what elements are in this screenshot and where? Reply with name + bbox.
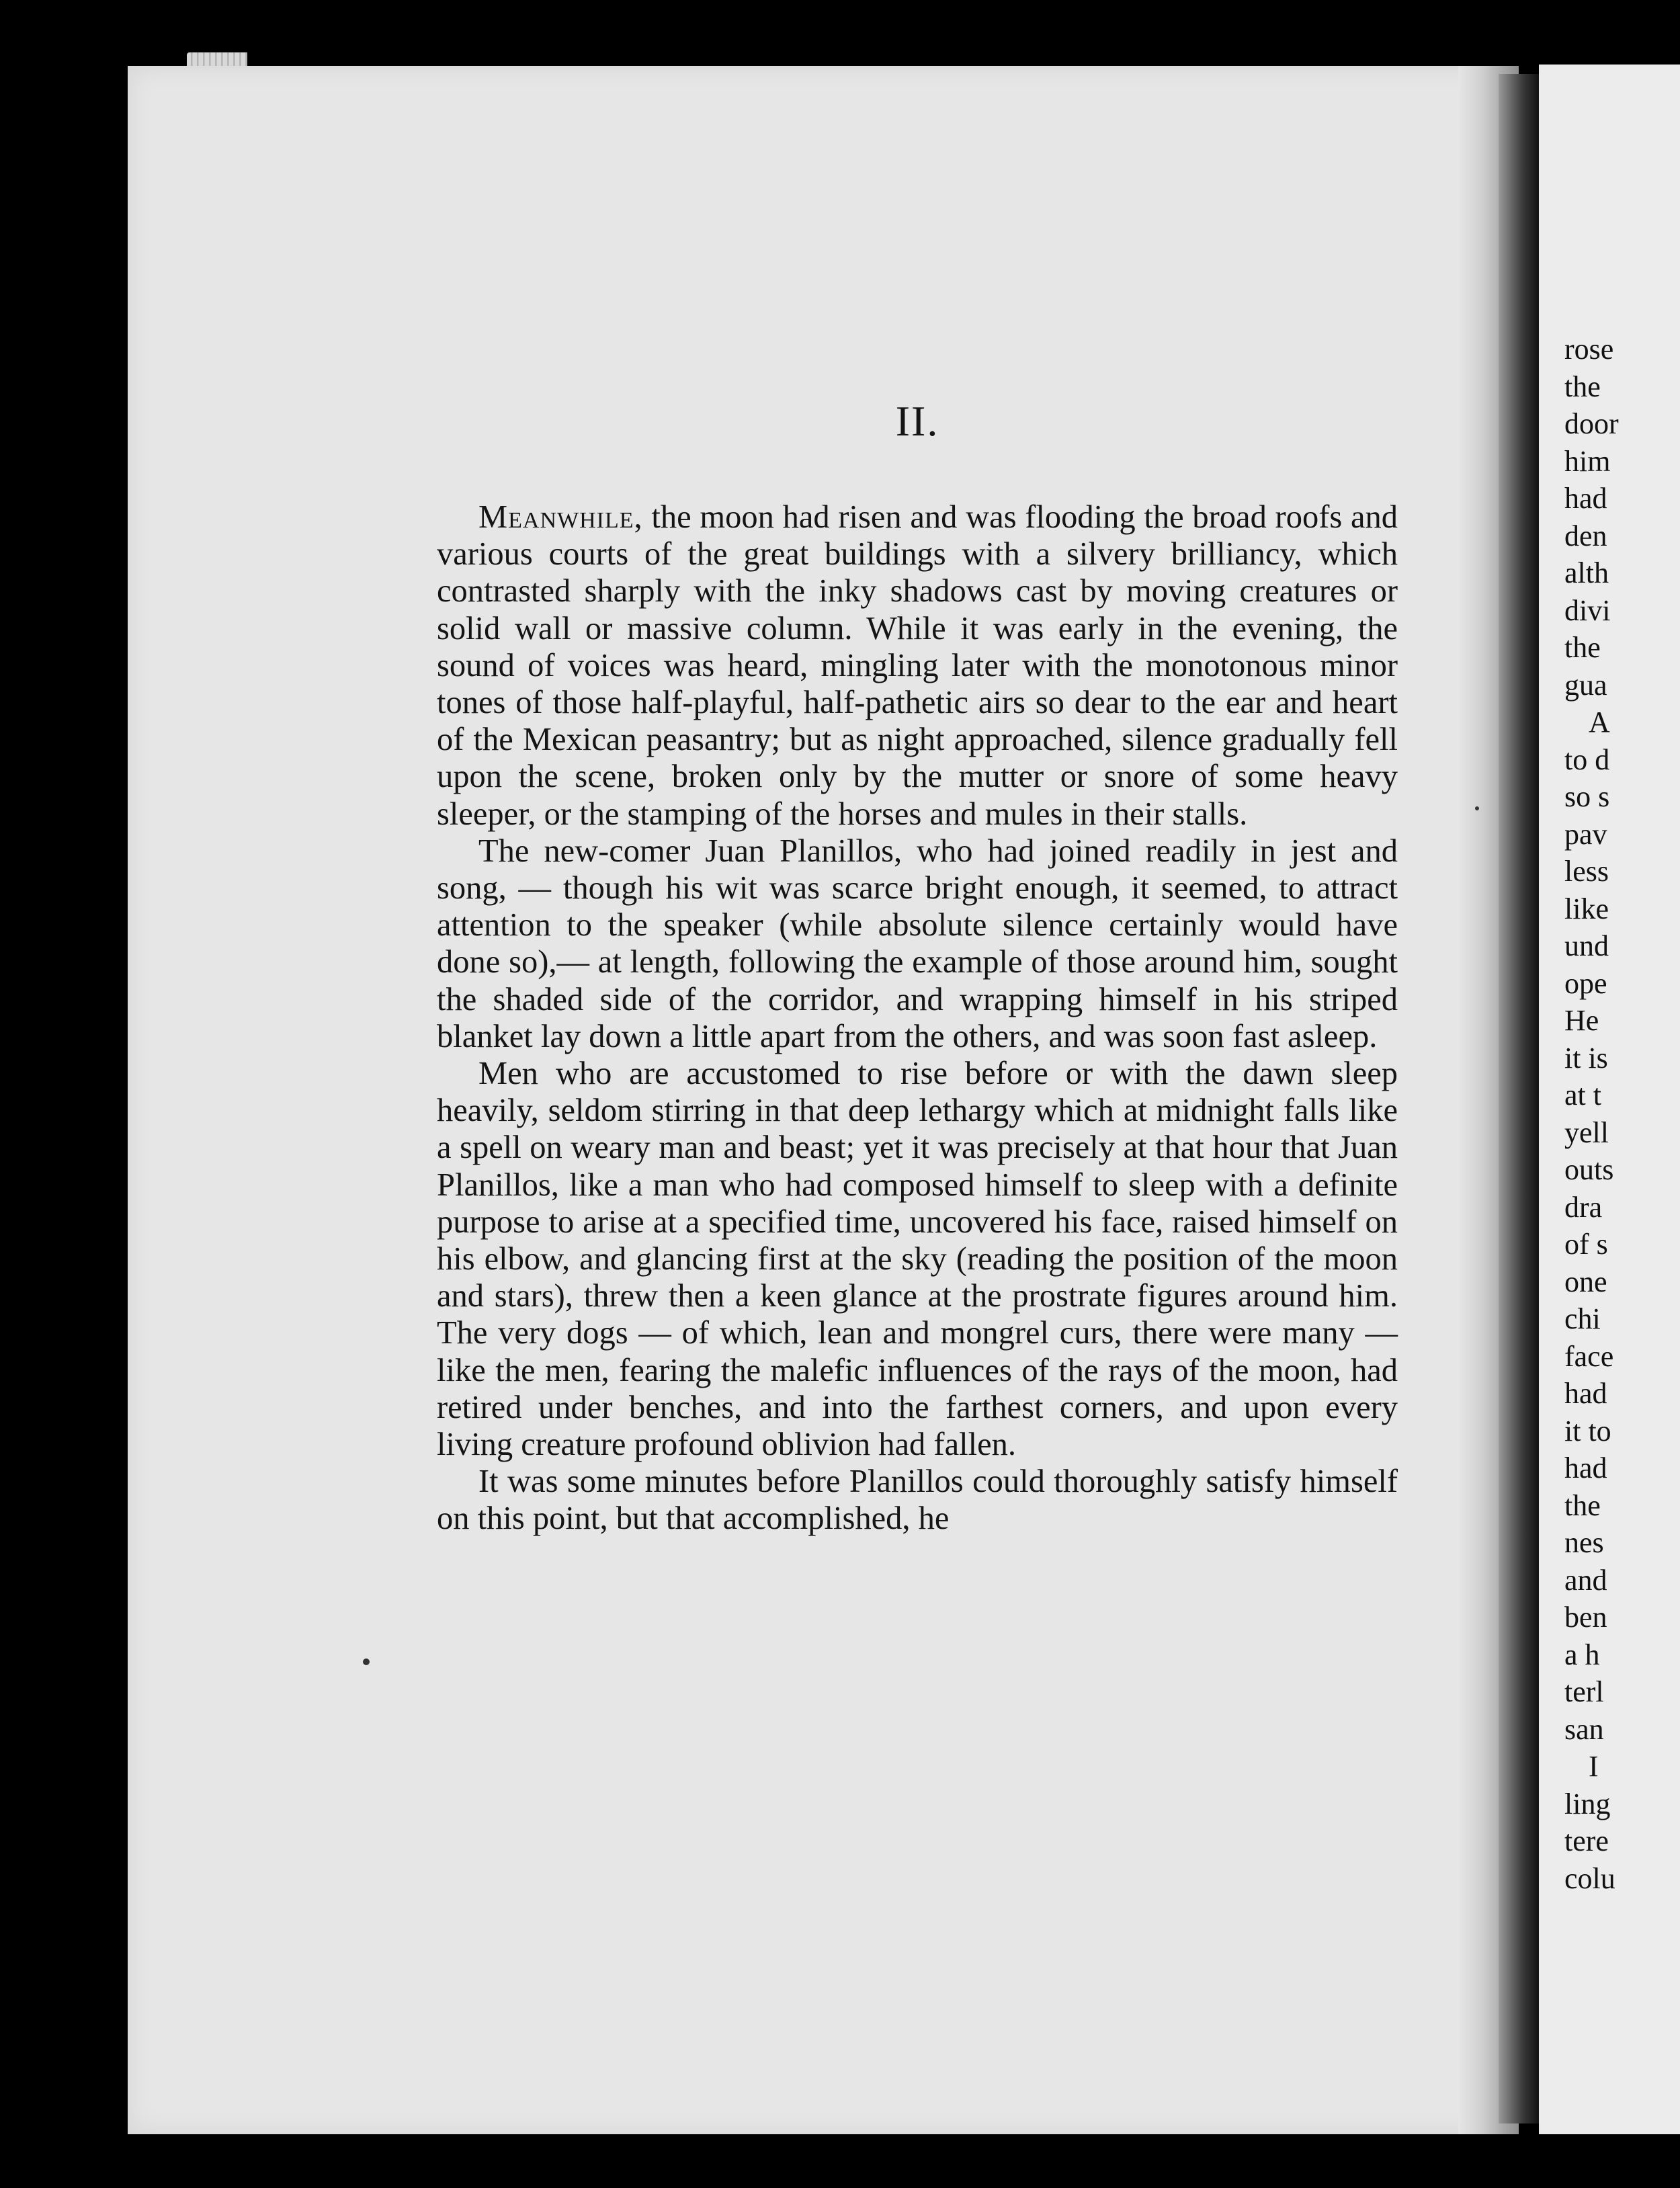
right-page-line-fragment: terl [1564,1675,1604,1708]
right-page-line-fragment: I [1589,1750,1599,1783]
right-page-line-fragment: so s [1564,780,1610,813]
right-page-line-fragment: it is [1564,1041,1608,1075]
paragraph-1 [437,499,1398,833]
right-page-line-fragment: nes [1564,1526,1604,1559]
right-page-line-fragment: rose [1564,333,1614,366]
right-page-line-fragment: colu [1564,1861,1615,1895]
paragraph-4: It was some minutes before Planillos could thoroughly satisfy himself on this point, but that accomplished, he [437,1464,1398,1537]
right-page-line-fragment: den [1564,519,1607,552]
right-page-line-fragment: it to [1564,1414,1611,1447]
right-page-line-fragment: and [1564,1563,1607,1597]
right-page-line-fragment: had [1564,482,1607,515]
chapter-heading [0,396,1680,446]
right-page-line-fragment: one [1564,1265,1607,1298]
right-page-line-fragment: divi [1564,593,1611,627]
right-page-line-fragment: door [1564,407,1619,440]
right-page-line-fragment: dra [1564,1190,1603,1224]
right-page-line-fragment: outs [1564,1153,1614,1186]
chapter-number: II. [895,397,939,445]
paragraph-3: Men who are accustomed to rise before or with the dawn sleep heavily, seldom stirring in that deep lethargy which at midnight falls like a spell on weary man and beast; yet it was precisely at that hour that Juan Planillos, like a man who had composed himself to sleep with a definite purpose to arise at a specified time, uncovered his face, raised himself on his elbow, and glancing first at the sky (reading the position of the moon and stars), threw then a keen glance at the prostrate figures around him. The very dogs — of which, lean and mongrel curs, there were many — like the men, fearing the malefic influences of the rays of the moon, had retired under benches, and into the farthest corners, and upon every living creature profound oblivion had fallen. [437,1056,1398,1463]
right-page-line-fragment: a h [1564,1638,1600,1671]
binding-fold [1499,74,1539,2123]
dust-speck [363,1658,370,1665]
right-page-line-fragment: the [1564,370,1601,403]
right-page-fragment [1539,65,1680,2134]
right-page-line-fragment: pav [1564,817,1607,851]
right-page-line-fragment: alth [1564,556,1609,589]
right-page-line-fragment: und [1564,929,1609,962]
right-page-line-fragment: He [1564,1004,1599,1037]
right-page-line-fragment: less [1564,855,1609,888]
paragraph-2: The new-comer Juan Planillos, who had joined readily in jest and song, — though his wit was scarce bright enough, it seemed, to attract attention to the speaker (while absolute silence certainly would have done so),— at length, following the example of those around him, sought the shaded side of the corridor, and wrapping himself in his striped blanket lay down a little apart from the others, and was soon fast asleep. [437,833,1398,1054]
right-page-line-fragment: the [1564,631,1601,664]
right-page-line-fragment: had [1564,1451,1607,1484]
right-page-line-fragment: him [1564,444,1611,478]
right-page-line-fragment: ling [1564,1787,1611,1820]
body-text [437,499,1398,1538]
paragraph-text: the moon had risen and was flooding the broad roofs and various courts of the great buildings with a silvery brilliancy, which contrasted sharply with the inky shadows cast by moving creatures or solid wall or massive column. While it was early in the evening, the sound of voices was heard, mingling later with the monotonous minor tones of those half-playful, half-pathetic airs so dear to the ear and heart of the Mexican peasantry; but as night approached, silence gradually fell upon the scene, broken only by the mutter or snore of some heavy sleeper, or the stamping of the horses and mules in their stalls. [437,499,1398,832]
right-page-line-fragment: ben [1564,1601,1607,1634]
right-page-line-fragment: had [1564,1377,1607,1410]
right-page-line-fragment: face [1564,1339,1614,1373]
right-page-line-fragment: A [1589,706,1610,739]
right-page-line-fragment: the [1564,1488,1601,1522]
right-page-line-fragment: to d [1564,743,1610,776]
right-page-line-fragment: of s [1564,1228,1608,1261]
right-page-line-fragment: chi [1564,1302,1601,1335]
right-page-line-fragment: yell [1564,1116,1609,1149]
right-page-line-fragment: gua [1564,668,1607,702]
right-page-line-fragment: ope [1564,966,1607,1000]
right-page-line-fragment: at t [1564,1079,1601,1111]
right-page-line-fragment: tere [1564,1824,1609,1857]
dust-speck [1475,806,1479,810]
paragraph-lead-word: Meanwhile, [478,499,643,535]
right-page-line-fragment: like [1564,892,1609,925]
right-page-line-fragment: san [1564,1712,1604,1746]
